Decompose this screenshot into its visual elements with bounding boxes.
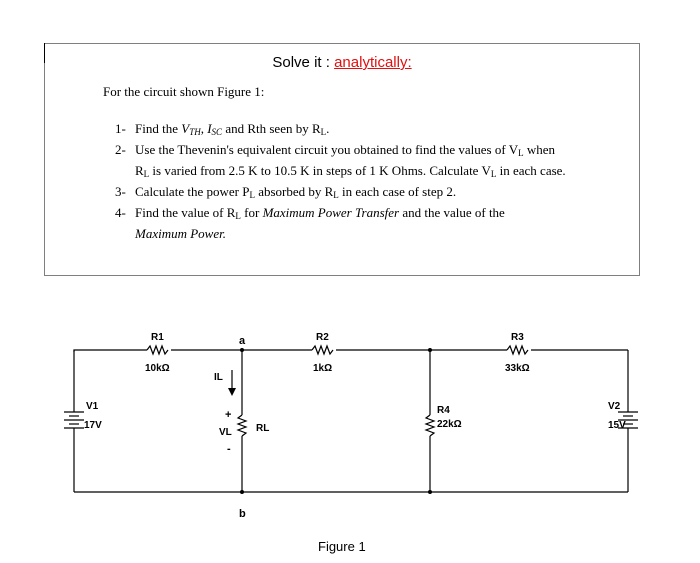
r4-value: 22kΩ	[437, 419, 462, 430]
r1-value: 10kΩ	[145, 363, 170, 374]
resistor-r3	[507, 346, 528, 354]
node-r4-bottom-dot	[428, 490, 432, 494]
battery-v1	[64, 412, 84, 428]
v2-value: 15V	[608, 420, 626, 431]
current-arrowhead	[228, 388, 236, 396]
step-1: 1- Find the $V_{TH}$, $I_{SC}$ and Rth seen by $R_L$.	[115, 121, 330, 137]
figure-caption: Figure 1	[318, 539, 366, 554]
node-b-label: b	[239, 508, 246, 520]
r4-name: R4	[437, 405, 450, 416]
resistor-r2	[312, 346, 333, 354]
v1-name: V1	[86, 401, 99, 412]
node-r4-top-dot	[428, 348, 432, 352]
node-a-dot	[240, 348, 244, 352]
intro-text: For the circuit shown Figure 1:	[103, 84, 265, 99]
rl-name: RL	[256, 423, 270, 434]
step-4: 4- Find the value of $R_L$ for Maximum Power Transfer and the value of the Maximum Power.	[115, 205, 505, 241]
resistor-rl	[238, 415, 246, 436]
node-a-label: a	[239, 335, 246, 347]
vl-minus: -	[227, 443, 231, 455]
vl-plus: +	[225, 409, 232, 421]
heading-text: Solve it :	[272, 54, 335, 71]
r2-value: 1kΩ	[313, 363, 333, 374]
r3-value: 33kΩ	[505, 363, 530, 374]
il-label: IL	[214, 372, 223, 383]
r1-name: R1	[151, 332, 164, 343]
vl-label: VL	[219, 427, 232, 438]
v1-value: 17V	[84, 420, 102, 431]
v2-name: V2	[608, 401, 621, 412]
node-b-dot	[240, 490, 244, 494]
r3-name: R3	[511, 332, 524, 343]
step-3: 3- Calculate the power $P_L$ absorbed by $R_L$ in each case of step 2.	[115, 184, 457, 200]
resistor-r1	[147, 346, 168, 354]
resistor-r4	[426, 415, 434, 436]
wire-top-left	[74, 350, 147, 352]
r2-name: R2	[316, 332, 329, 343]
method-link: analytically:	[334, 54, 412, 71]
step-2: 2- Use the Thevenin's equivalent circuit you obtained to find the values of $V_L$ when $R_L$ is varied from 2.5 K to 10.5 K in steps of 1 K Ohms. Calculate $V_L$ in each case.	[115, 142, 566, 179]
